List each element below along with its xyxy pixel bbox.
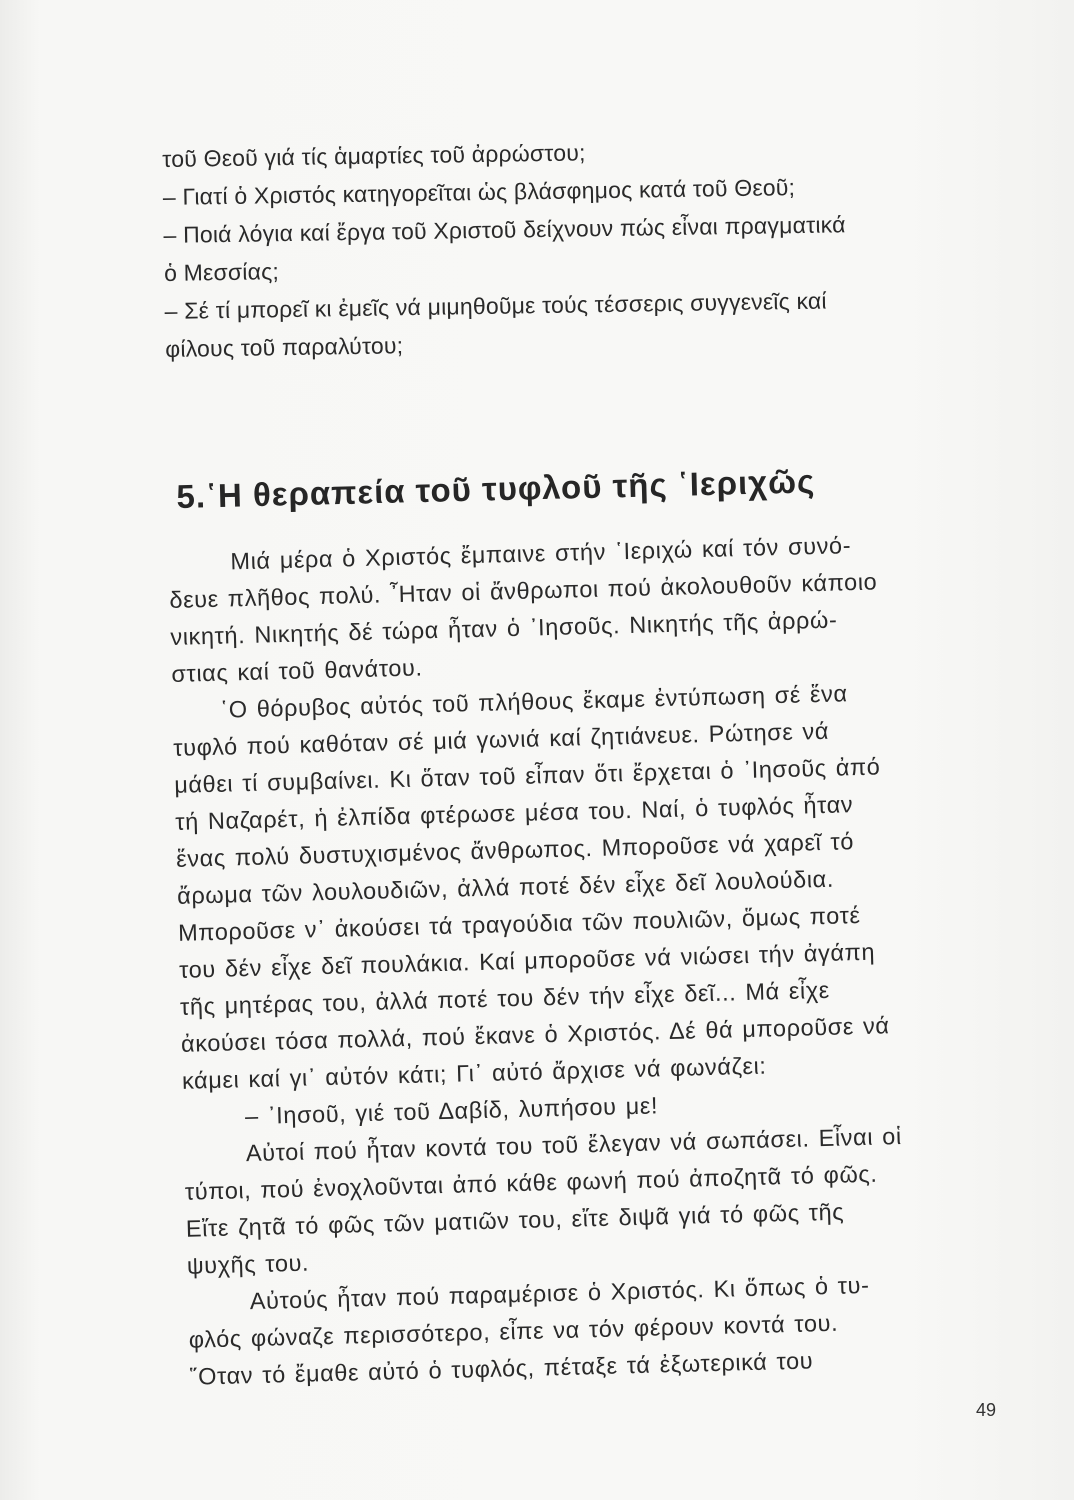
question-line: τοῦ Θεοῦ γιά τίς ἁμαρτίες τοῦ ἀρρώστου; [162,139,586,172]
question-line: – Σέ τί μπορεῖ κι ἐμεῖς νά μιμηθοῦμε τούς τέσσερις συγγενεῖς καί [164,287,827,324]
body-line: Μιά μέρα ὁ Χριστός ἔμπαινε στήν ῾Ιεριχώ καί τόν συνό- [230,532,852,575]
body-line: – ᾿Ιησοῦ, γιέ τοῦ Δαβίδ, λυπήσου με! [244,1092,659,1130]
body-line: νικητή. Νικητής δέ τώρα ἦταν ὁ ᾿Ιησοῦς. Νικητής τῆς ἀρρώ- [170,606,838,650]
body-line: δευε πλῆθος πολύ. ῏Ηταν οἱ ἄνθρωποι πού ἀκολουθοῦν κάποιο [169,568,878,613]
question-line: ὁ Μεσσίας; [163,258,280,286]
body-line: Αὐτούς ἦταν πού παραμέρισε ὁ Χριστός. Κι ὅπως ὁ τυ- [249,1271,870,1315]
body-line: στιας καί τοῦ θανάτου. [171,654,423,687]
question-line: – Γιατί ὁ Χριστός κατηγορεῖται ὡς βλάσφημος κατά τοῦ Θεοῦ; [162,174,796,210]
body-line: τυφλό πού καθόταν σέ μιά γωνιά καί ζητιάνευε. Ρώτησε νά [172,717,830,761]
question-line: φίλους τοῦ παραλύτου; [165,332,404,362]
body-line: του δέν εἶχε δεῖ πουλάκια. Καί μποροῦσε νά νιώσει τήν ἀγάπη [178,938,876,983]
page-number: 49 [976,1400,997,1420]
body-line: ψυχῆς του. [186,1249,310,1279]
question-line: – Ποιά λόγια καί ἔργα τοῦ Χριστοῦ δείχνουν πώς εἶναι πραγματικά [163,211,846,248]
review-questions [162,127,985,368]
body-line: τῆς μητέρας του, ἀλλά ποτέ του δέν τήν εἶχε δεῖ... Μά εἶχε [179,976,831,1020]
body-line: κάμει καί γι᾿ αὐτόν κάτι; Γι᾿ αὐτό ἄρχισε νά φωνάζει: [181,1052,767,1094]
body-line: τή Ναζαρέτ, ἡ ἐλπίδα φτέρωσε μέσα του. Ναί, ὁ τυφλός ἦταν [174,791,854,835]
body-line: μάθει τί συμβαίνει. Κι ὅταν τοῦ εἶπαν ὅτι ἔρχεται ὁ ᾿Ιησοῦς ἀπό [173,753,881,798]
body-line: ῞Οταν τό ἔμαθε αὐτό ὁ τυφλός, πέταξε τά ἐξωτερικά του [189,1347,814,1390]
body-line: Αὐτοί πού ἦταν κοντά του τοῦ ἔλεγαν νά σωπάσει. Εἶναι οἱ [245,1123,903,1167]
section-title: 5.῾Η θεραπεία τοῦ τυφλοῦ τῆς ῾Ιεριχῶς [176,462,816,515]
body-line: ἕνας πολύ δυστυχισμένος ἄνθρωπος. Μποροῦσε νά χαρεῖ τό [175,828,855,872]
body-line: Εἴτε ζητᾶ τό φῶς τῶν ματιῶν του, εἴτε διψᾶ γιά τό φῶς τῆς [185,1198,845,1242]
body-line: ῾Ο θόρυβος αὐτός τοῦ πλήθους ἔκαμε ἐντύπωση σέ ἕνα [219,680,848,723]
body-line: τύποι, πού ἐνοχλοῦνται ἀπό κάθε φωνή πού ἀποζητᾶ τό φῶς. [184,1160,878,1205]
body-line: ἀκούσει τόσα πολλά, πού ἔκανε ὁ Χριστός. Δέ θά μποροῦσε νά [180,1012,890,1057]
body-line: φλός φώναζε περισσότερο, εἶπε να τόν φέρουν κοντά του. [188,1309,839,1353]
body-line: Μποροῦσε ν᾿ ἀκούσει τά τραγούδια τῶν πουλιῶν, ὅμως ποτέ [177,902,861,946]
body-text [168,523,1020,1395]
body-line: ἄρωμα τῶν λουλουδιῶν, ἀλλά ποτέ δέν εἶχε δεῖ λουλούδια. [176,865,835,909]
